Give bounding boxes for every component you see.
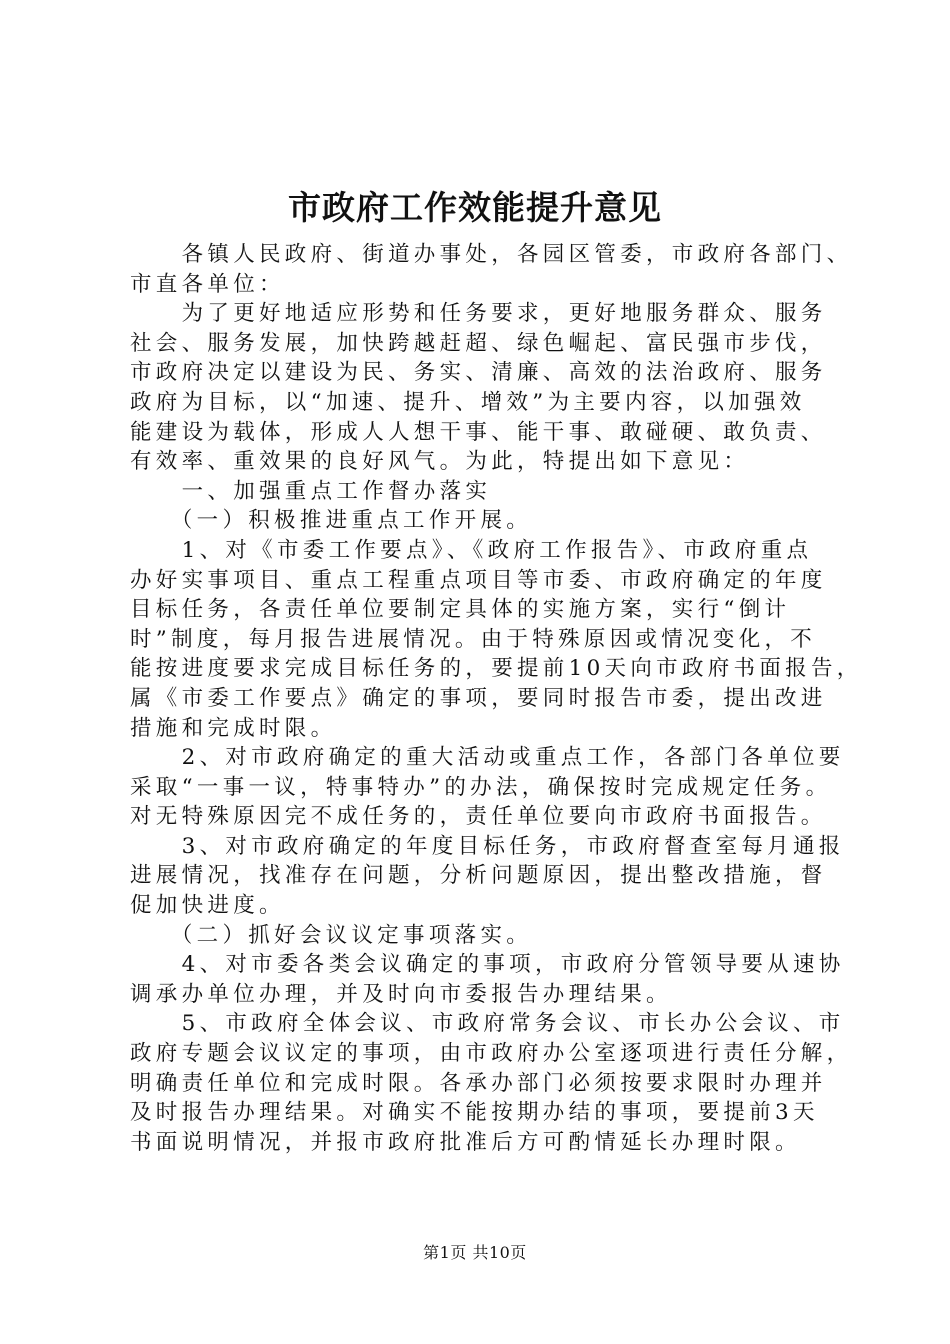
body-line: 有效率、重效果的良好风气。为此，特提出如下意见： <box>130 449 750 475</box>
body-line: 目标任务，各责任单位要制定具体的实施方案，实行“倒计 <box>130 597 791 623</box>
body-line: 及时报告办理结果。对确实不能按期办结的事项，要提前3天 <box>130 1100 819 1126</box>
body-line: 进展情况，找准存在问题，分析问题原因，提出整改措施，督 <box>130 863 827 889</box>
page-number-footer: 第1页 共10页 <box>423 1243 527 1262</box>
body-line: 各镇人民政府、街道办事处，各园区管委，市政府各部门、 <box>130 242 853 267</box>
body-line: 办好实事项目、重点工程重点项目等市委、市政府确定的年度 <box>130 567 827 593</box>
body-line: 为了更好地适应形势和任务要求，更好地服务群众、服务 <box>130 301 827 327</box>
body-line: 能按进度要求完成目标任务的，要提前10天向市政府书面报告， <box>130 656 863 682</box>
body-line: 3、对市政府确定的年度目标任务，市政府督查室每月通报 <box>130 833 845 859</box>
body-line: 能建设为载体，形成人人想干事、能干事、敢碰硬、敢负责、 <box>130 419 827 445</box>
document-title: 市政府工作效能提升意见 <box>288 188 662 227</box>
document-body <box>130 240 863 1157</box>
section-heading: 一、加强重点工作督办落实 <box>130 478 492 504</box>
body-line: 调承办单位办理，并及时向市委报告办理结果。 <box>130 981 672 1007</box>
body-line: 政府为目标，以“加速、提升、增效”为主要内容，以加强效 <box>130 389 806 415</box>
body-line: 市直各单位： <box>130 271 285 297</box>
body-line: 属《市委工作要点》确定的事项，要同时报告市委，提出改进 <box>130 685 827 711</box>
body-line: 社会、服务发展，加快跨越赶超、绿色崛起、富民强市步伐， <box>130 330 827 356</box>
body-line: 书面说明情况，并报市政府批准后方可酌情延长办理时限。 <box>130 1129 801 1155</box>
body-line: 政府专题会议议定的事项，由市政府办公室逐项进行责任分解， <box>130 1041 853 1067</box>
body-line: 对无特殊原因完不成任务的，责任单位要向市政府书面报告。 <box>130 804 827 830</box>
subsection-heading: （一）积极推进重点工作开展。 <box>130 508 533 534</box>
subsection-heading: （二）抓好会议议定事项落实。 <box>130 922 533 948</box>
body-line: 明确责任单位和完成时限。各承办部门必须按要求限时办理并 <box>130 1070 827 1096</box>
body-line: 措施和完成时限。 <box>130 715 337 741</box>
body-line: 2、对市政府确定的重大活动或重点工作，各部门各单位要 <box>130 745 845 771</box>
body-line: 时”制度，每月报告进展情况。由于特殊原因或情况变化，不 <box>130 626 817 652</box>
body-line: 4、对市委各类会议确定的事项，市政府分管领导要从速协 <box>130 952 845 978</box>
body-line: 采取“一事一议，特事特办”的办法，确保按时完成规定任务。 <box>130 774 832 800</box>
body-line: 5、市政府全体会议、市政府常务会议、市长办公会议、市 <box>130 1011 845 1037</box>
body-line: 1、对《市委工作要点》、《政府工作报告》、市政府重点 <box>130 537 813 563</box>
body-line: 促加快进度。 <box>130 893 285 919</box>
body-line: 市政府决定以建设为民、务实、清廉、高效的法治政府、服务 <box>130 360 827 386</box>
